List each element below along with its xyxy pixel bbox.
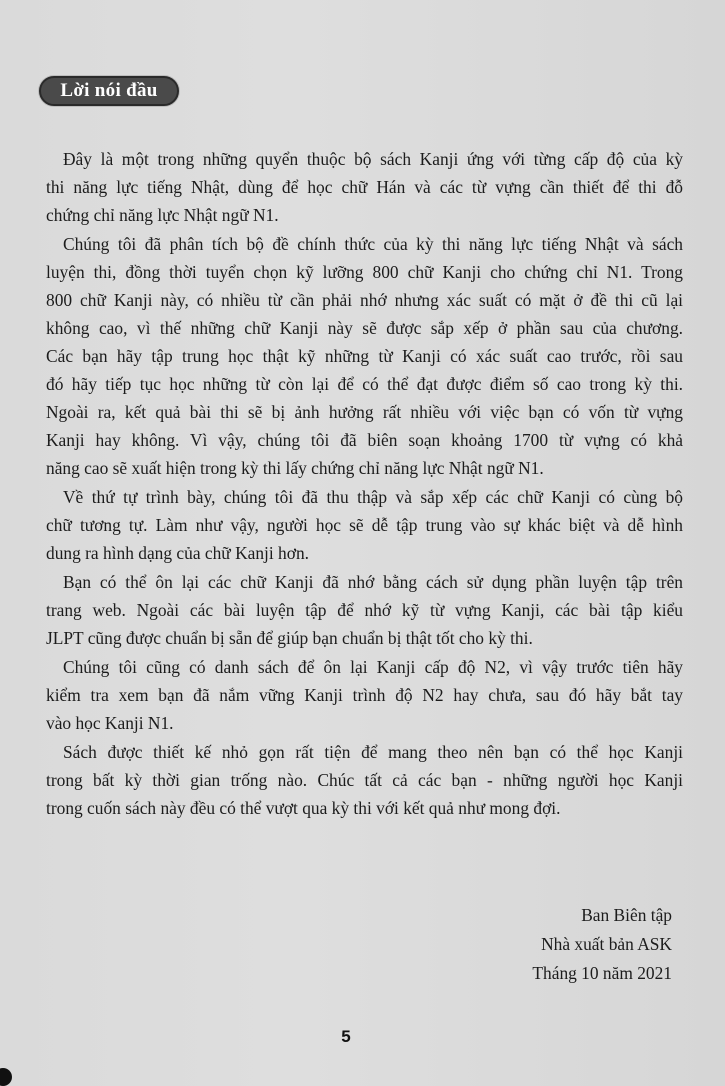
- text-line: dung ra hình dạng của chữ Kanji hơn.: [46, 543, 309, 563]
- text-line: trang web. Ngoài các bài luyện tập để nhớ kỹ từ vựng Kanji, các bài tập kiểu: [46, 600, 683, 620]
- text-line: đó hãy tiếp tục học những từ còn lại để có thể đạt được điểm số cao trong kỳ thi.: [46, 374, 683, 394]
- signature-publisher: Nhà xuất bản ASK: [541, 934, 672, 954]
- text-line: năng cao sẽ xuất hiện trong kỳ thi lấy chứng chỉ năng lực Nhật ngữ N1.: [46, 458, 544, 478]
- text-line: Ngoài ra, kết quả bài thi sẽ bị ảnh hưởng rất nhiều với việc bạn có vốn từ vựng: [46, 402, 683, 422]
- text-line: Các bạn hãy tập trung học thật kỹ những từ Kanji có xác suất cao trước, rồi sau: [46, 346, 683, 366]
- text-line: Về thứ tự trình bày, chúng tôi đã thu thập và sắp xếp các chữ Kanji có cùng bộ: [63, 487, 683, 507]
- text-line: JLPT cũng được chuẩn bị sẵn để giúp bạn chuẩn bị thật tốt cho kỳ thi.: [46, 628, 533, 648]
- binding-shadow-corner: [0, 1068, 12, 1086]
- text-line: kiểm tra xem bạn đã nắm vững Kanji trình độ N2 hay chưa, sau đó hãy bắt tay: [46, 685, 683, 705]
- text-line: Chúng tôi đã phân tích bộ đề chính thức của kỳ thi năng lực tiếng Nhật và sách: [63, 234, 683, 254]
- text-line: trong bất kỳ thời gian trống nào. Chúc tất cả các bạn - những người học Kanji: [46, 770, 683, 790]
- signature-date: Tháng 10 năm 2021: [532, 963, 672, 983]
- text-line: chữ tương tự. Làm như vậy, người học sẽ dễ tập trung vào sự khác biệt và dễ hình: [46, 515, 683, 535]
- text-line: Sách được thiết kế nhỏ gọn rất tiện để mang theo nên bạn có thể học Kanji: [63, 742, 683, 762]
- text-line: Kanji hay không. Vì vậy, chúng tôi đã biên soạn khoảng 1700 từ vựng có khả: [46, 430, 683, 450]
- text-line: không cao, vì thế những chữ Kanji này sẽ được sắp xếp ở phần sau của chương.: [46, 318, 683, 338]
- text-line: trong cuốn sách này đều có thể vượt qua kỳ thi với kết quả như mong đợi.: [46, 798, 561, 818]
- signature-editor: Ban Biên tập: [581, 905, 672, 925]
- text-line: thi năng lực tiếng Nhật, dùng để học chữ Hán và các từ vựng cần thiết để thi đỗ: [46, 177, 683, 197]
- text-line: Đây là một trong những quyển thuộc bộ sách Kanji ứng với từng cấp độ của kỳ: [63, 149, 683, 169]
- text-line: luyện thi, đồng thời tuyển chọn kỹ lưỡng 800 chữ Kanji cho chứng chỉ N1. Trong: [46, 262, 683, 282]
- text-line: Chúng tôi cũng có danh sách để ôn lại Kanji cấp độ N2, vì vậy trước tiên hãy: [63, 657, 683, 677]
- text-line: chứng chỉ năng lực Nhật ngữ N1.: [46, 205, 279, 225]
- text-line: Bạn có thể ôn lại các chữ Kanji đã nhớ bằng cách sử dụng phần luyện tập trên: [63, 572, 683, 592]
- text-line: vào học Kanji N1.: [46, 713, 174, 733]
- text-line: 800 chữ Kanji này, có nhiều từ cần phải nhớ nhưng xác suất có mặt ở đề thi cũ lại: [46, 290, 683, 310]
- section-heading-badge: Lời nói đầu: [39, 76, 179, 106]
- page-number: 5: [341, 1027, 351, 1046]
